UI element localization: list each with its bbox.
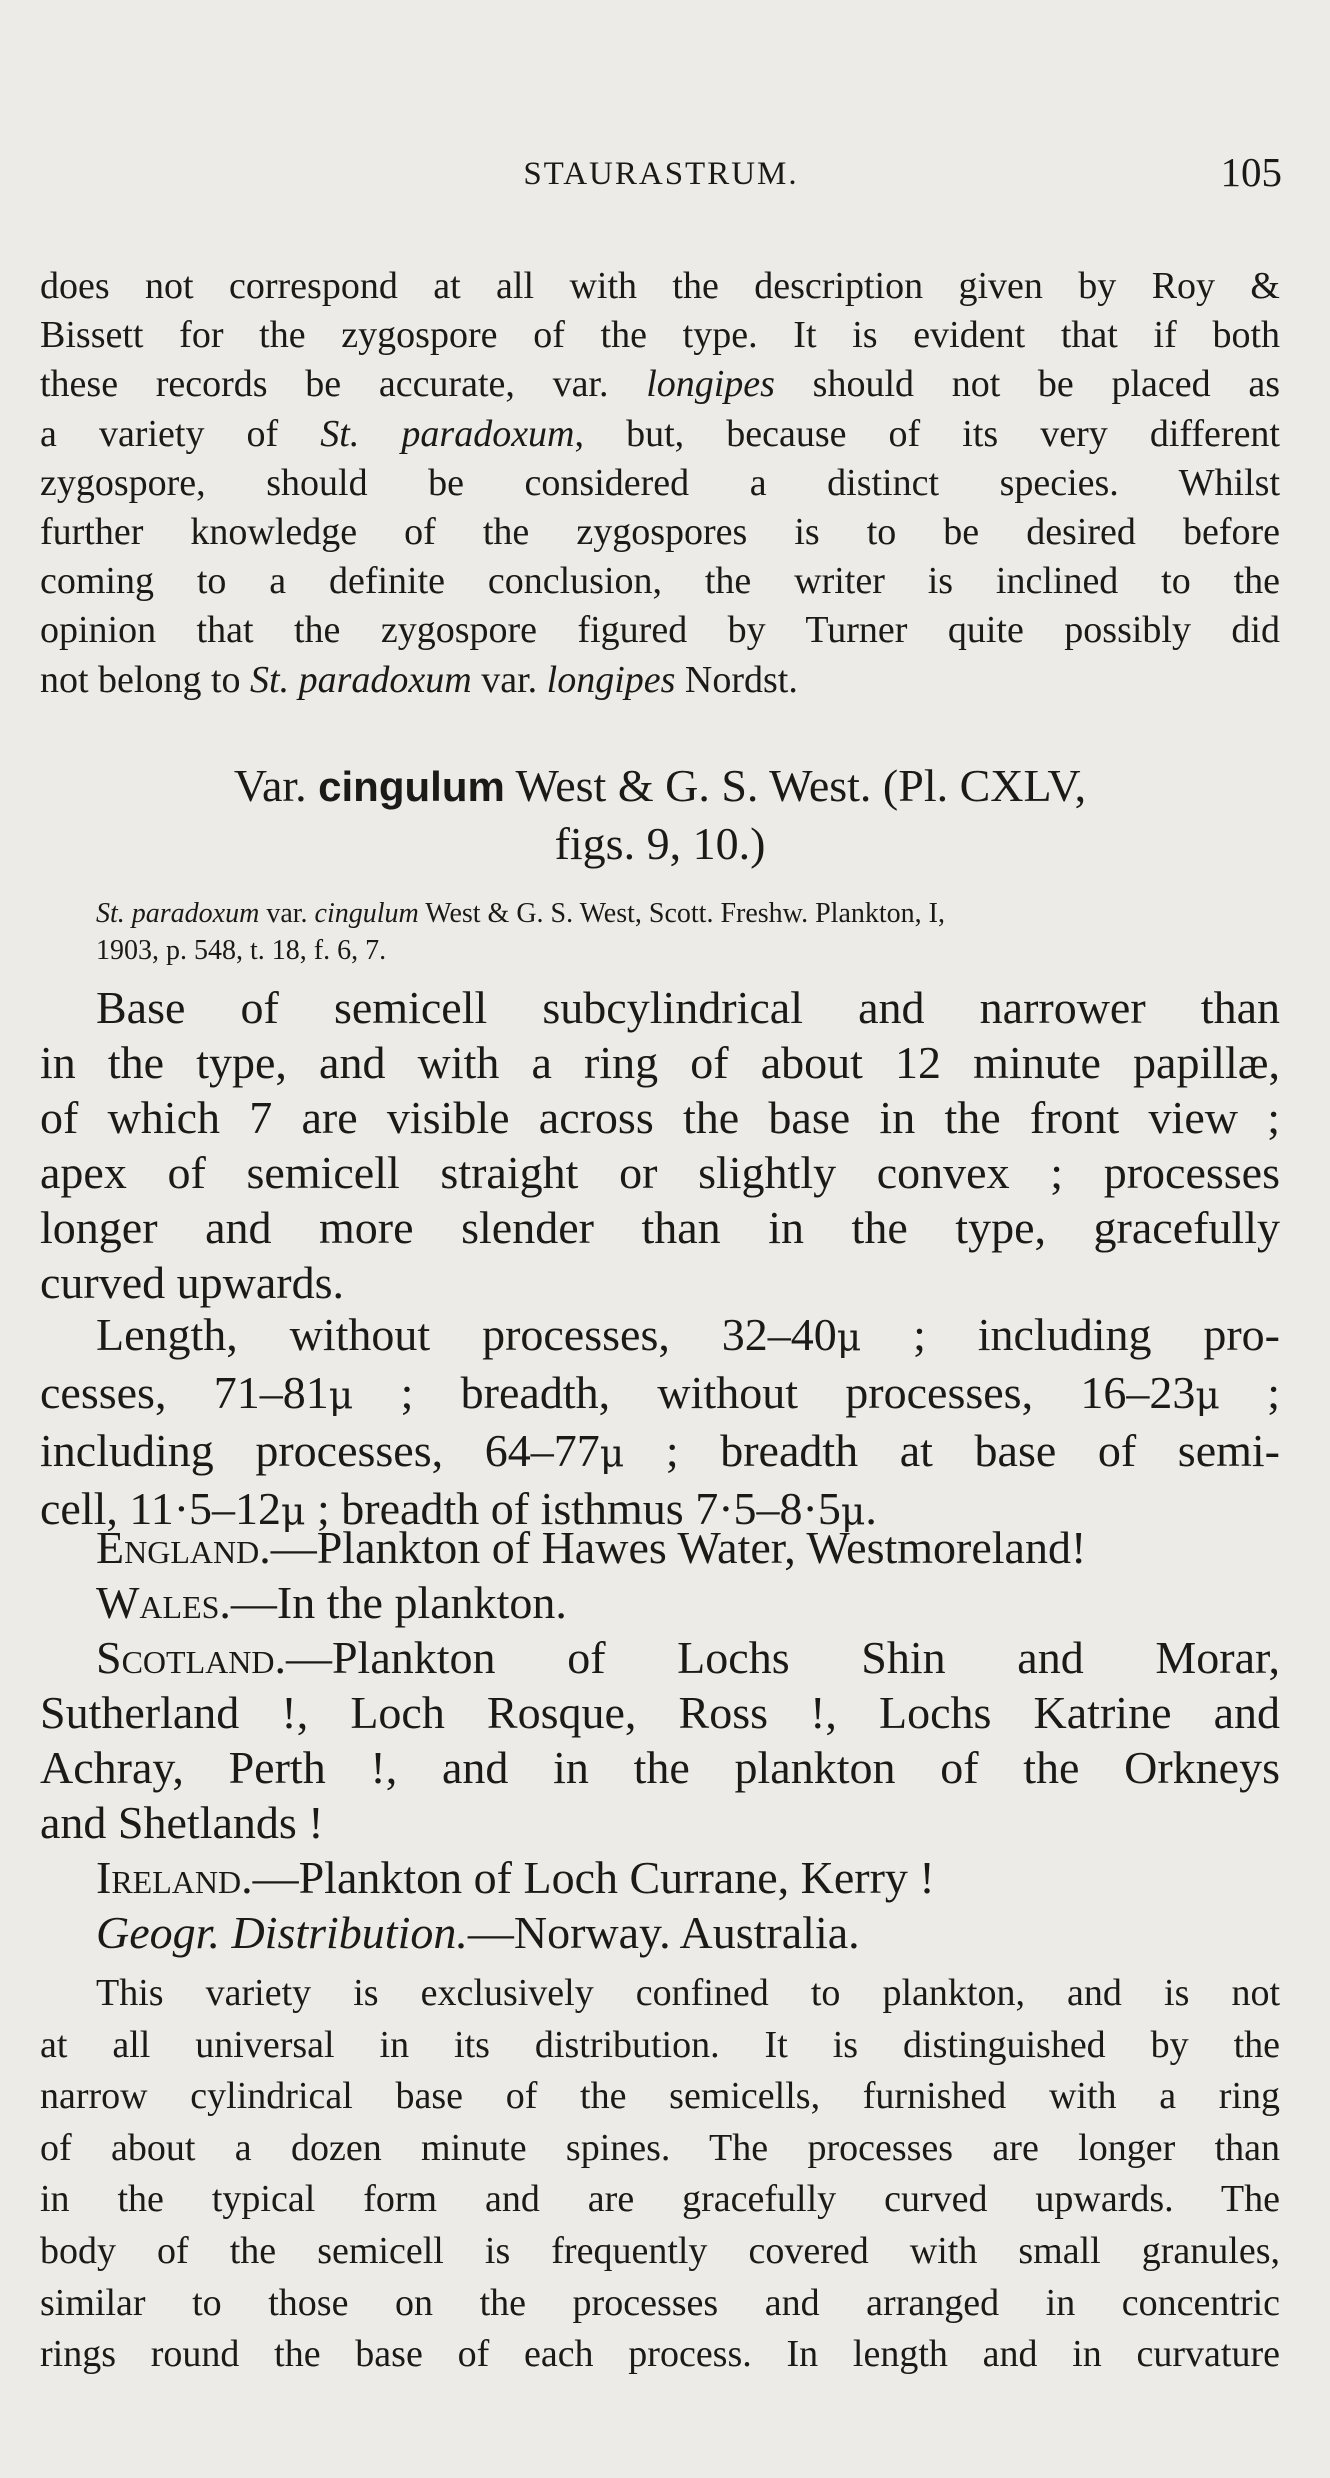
citation: [40, 895, 1296, 969]
text-run: ; breadth, without processes, 16–23: [353, 1367, 1196, 1418]
discussion-paragraph: [40, 1968, 1280, 2381]
record-scotland: [40, 1630, 1280, 1850]
micron-symbol: μ: [599, 1431, 625, 1475]
variety-name: cingulum: [318, 763, 505, 810]
citation-line: 1903, p. 548, t. 18, f. 6, 7.: [96, 935, 387, 966]
text-line: [40, 1905, 1280, 1960]
text-run: .: [865, 1483, 877, 1534]
text-line: zygospore, should be considered a distinct species. Whilst: [40, 461, 1280, 504]
text-run: Length, without processes, 32–40: [96, 1309, 837, 1360]
text-line: [40, 1520, 1280, 1575]
text-run: ;: [1219, 1367, 1280, 1418]
taxon-name: longipes: [546, 658, 676, 701]
text-line: [40, 1575, 1280, 1630]
text-run: —Norway. Australia.: [467, 1907, 860, 1958]
taxon-name: cingulum: [314, 898, 419, 929]
record-ireland: [40, 1850, 1280, 1905]
record-wales: [40, 1575, 1280, 1630]
text-line: rings round the base of each process. In length and in curvature: [40, 2333, 1280, 2376]
text-run: not belong to: [40, 658, 251, 701]
text-line: [40, 656, 1280, 705]
text-run: West & G. S. West, Scott. Freshw. Plankton, I,: [418, 898, 945, 929]
taxon-name: St. paradoxum: [96, 898, 260, 929]
text-line: Bissett for the zygospore of the type. It is evident that if both: [40, 314, 1280, 357]
text-run: ; breadth at base of semi-: [624, 1425, 1280, 1476]
heading-authority: West & G. S. West. (Pl. CXLV,: [504, 760, 1087, 811]
geographical-distribution: [40, 1905, 1280, 1960]
text-line: [40, 1307, 1280, 1365]
taxon-name: St. paradoxum: [250, 658, 472, 701]
text-line: longer and more slender than in the type, gracefully: [40, 1202, 1280, 1253]
paragraph-zygospore-discussion: [40, 262, 1280, 705]
region-label: Wales.: [96, 1577, 231, 1628]
text-line: a variety of St. paradoxum, but, because of its very different: [40, 412, 1280, 455]
taxon-name: St. paradoxum: [320, 412, 575, 455]
text-line: in the typical form and are gracefully curved upwards. The: [40, 2178, 1280, 2221]
text-run: —Plankton of Lochs Shin and Morar,: [285, 1632, 1280, 1683]
citation-line: [96, 895, 1296, 932]
text-line: Achray, Perth !, and in the plankton of the Orkneys: [40, 1742, 1280, 1793]
text-line: these records be accurate, var. longipes should not be placed as: [40, 363, 1280, 406]
text-run: including processes, 64–77: [40, 1425, 600, 1476]
text-line: [40, 1423, 1280, 1481]
micron-symbol: μ: [840, 1489, 866, 1533]
text-line: coming to a definite conclusion, the writer is inclined to the: [40, 560, 1280, 603]
text-line: curved upwards.: [40, 1257, 345, 1308]
text-line: Base of semicell subcylindrical and narrower than: [96, 982, 1280, 1033]
text-line: in the type, and with a ring of about 12 minute papillæ,: [40, 1037, 1280, 1088]
text-run: ; including pro-: [861, 1309, 1280, 1360]
micron-symbol: μ: [328, 1373, 354, 1417]
text-run: ; breadth of isthmus 7·5–8·5: [305, 1483, 841, 1534]
text-line: body of the semicell is frequently covered with small granules,: [40, 2229, 1280, 2272]
text-line: of which 7 are visible across the base in the front view ;: [40, 1092, 1280, 1143]
distribution-label: Geogr. Distribution.: [96, 1907, 468, 1958]
text-line: opinion that the zygospore figured by Turner quite possibly did: [40, 609, 1280, 652]
text-run: —Plankton of Loch Currane, Kerry !: [252, 1852, 935, 1903]
heading-figs: figs. 9, 10.): [554, 818, 766, 869]
text-line: This variety is exclusively confined to plankton, and is not: [96, 1972, 1280, 2014]
text-line: at all universal in its distribution. It is distinguished by the: [40, 2023, 1280, 2066]
text-line: Sutherland !, Loch Rosque, Ross !, Lochs Katrine and: [40, 1687, 1280, 1738]
running-title: STAURASTRUM.: [523, 156, 799, 192]
text-line: apex of semicell straight or slightly convex ; processes: [40, 1147, 1280, 1198]
description-paragraph: [40, 980, 1280, 1310]
region-label: England.: [96, 1522, 271, 1573]
variety-heading: [40, 757, 1280, 872]
text-run: Nordst.: [675, 658, 798, 701]
text-line: narrow cylindrical base of the semicells, furnished with a ring: [40, 2075, 1280, 2118]
text-line: [40, 1850, 1280, 1905]
text-line: similar to those on the processes and arranged in concentric: [40, 2281, 1280, 2324]
text-run: —Plankton of Hawes Water, Westmoreland!: [270, 1522, 1087, 1573]
text-line: further knowledge of the zygospores is to be desired before: [40, 511, 1280, 554]
taxon-name: longipes: [646, 363, 775, 406]
text-run: cell, 11·5–12: [40, 1483, 282, 1534]
micron-symbol: μ: [281, 1489, 306, 1533]
text-line: [40, 1630, 1280, 1685]
text-run: —In the plankton.: [230, 1577, 567, 1628]
text-line: and Shetlands !: [40, 1797, 324, 1848]
heading-line: [40, 757, 1280, 815]
text-run: cesses, 71–81: [40, 1367, 329, 1418]
text-run: var.: [471, 658, 547, 701]
text-line: of about a dozen minute spines. The processes are longer than: [40, 2126, 1280, 2169]
micron-symbol: μ: [836, 1315, 862, 1359]
region-label: Ireland.: [96, 1852, 253, 1903]
measurements-paragraph: [40, 1307, 1280, 1539]
micron-symbol: μ: [1195, 1373, 1220, 1417]
page-header: [40, 148, 1282, 198]
text-run: var.: [259, 898, 315, 929]
page-number: 105: [1220, 149, 1282, 195]
record-england: [40, 1520, 1280, 1575]
heading-prefix: Var.: [233, 760, 319, 811]
text-line: does not correspond at all with the description given by Roy &: [40, 265, 1280, 307]
region-label: Scotland.: [96, 1632, 286, 1683]
text-line: [40, 1365, 1280, 1423]
